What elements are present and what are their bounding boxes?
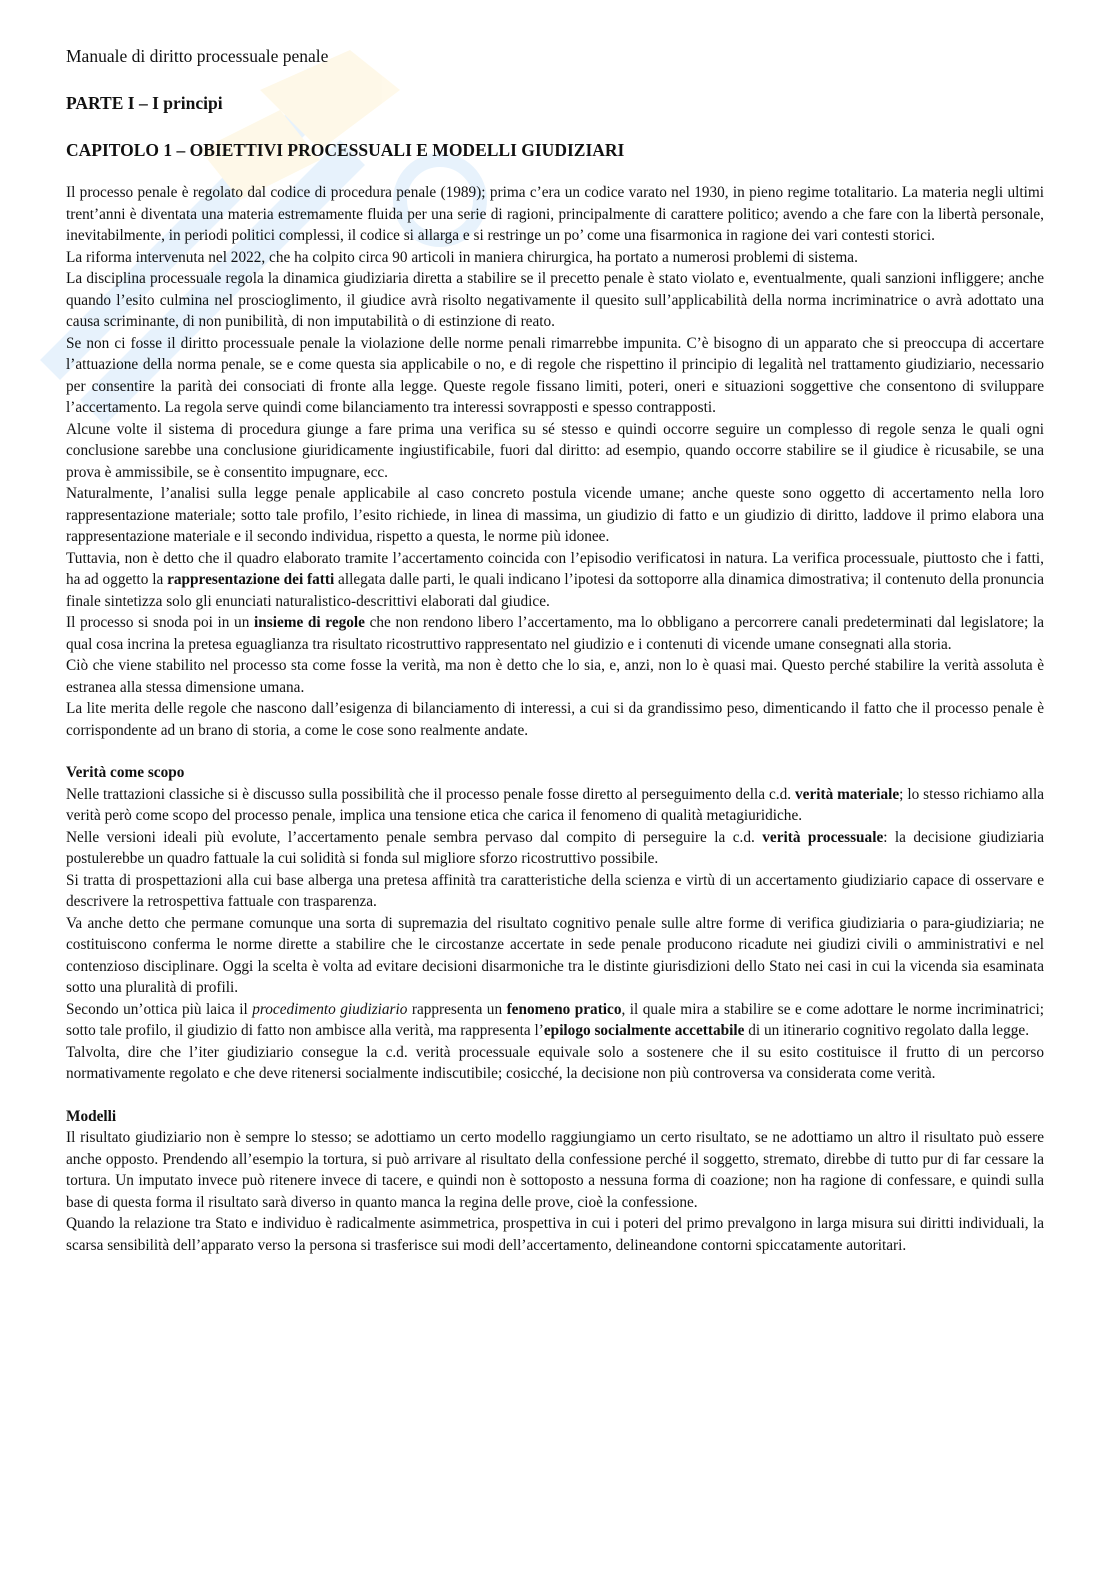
- text-run: : la decisione giudiziaria postulerebbe un quadro fattuale la cui solidità si fonda sul migliore sforzo ricostruttivo possibile.: [66, 828, 1044, 867]
- section-verita-come-scopo: [66, 762, 1044, 1085]
- paragraph: [66, 1127, 1044, 1213]
- chapter-title: CAPITOLO 1 – OBIETTIVI PROCESSUALI E MODELLI GIUDIZIARI: [66, 140, 625, 160]
- text-run: Va anche detto che permane comunque una sorta di supremazia del risultato cognitivo penale sulle altre forme di verifica giudiziaria o para-giudiziaria; ne costituiscono conferma le norme dirette a stabilire che le circostanze accertate in sede penale producono ricadute nei giudizi civili o amministrativi e nel contenzioso disciplinare. Oggi la scelta è volta ad evitare decisioni disarmoniche tra le distinte giurisdizioni dello Stato nei casi in cui la vicenda sia esaminata sotto una pluralità di profili.: [66, 914, 1044, 996]
- text-run: di un itinerario cognitivo regolato dalla legge.: [744, 1022, 1030, 1039]
- paragraph: [66, 827, 1044, 870]
- paragraph: [66, 784, 1044, 827]
- text-run: Il risultato giudiziario non è sempre lo stesso; se adottiamo un certo modello raggiungiamo un certo risultato, se ne adottiamo un altro il risultato può essere anche opposto. Prendendo all’esempio la tortura, si può arrivare al risultato della confessione perché il soggetto, stremato, direbbe di tutto pur di far cessare la tortura. Un imputato invece può ritenere invece di tacere, e quindi non è sottoposto a nessuna forma di coazione; non ha ragione di confessare, e quindi sulla base di questa forma il risultato sarà diverso in quanto manca la regina delle prove, cioè la confessione.: [66, 1129, 1044, 1211]
- bold-term: verità materiale: [795, 785, 900, 803]
- paragraph: [66, 268, 1044, 333]
- section-heading: Verità come scopo: [66, 764, 185, 781]
- text-run: Talvolta, dire che l’iter giudiziario consegue la c.d. verità processuale equivale solo a sostenere che il su esito costituisce il frutto di un percorso normativamente regolato e che deve ritenersi socialmente indiscutibile; cosicché, la decisione non più controversa va considerata come verità.: [66, 1043, 1044, 1082]
- text-run: rappresenta un: [407, 1000, 507, 1018]
- text-run: Se non ci fosse il diritto processuale penale la violazione delle norme penali rimarrebbe impunita. C’è bisogno di un apparato che si preoccupa di accertare l’attuazione della norma penale, se e come questa sia applicabile o no, e di regole che rispettino il principio di legalità nel trattamento giudiziario, necessario per consentire la parità dei consociati di fronte alla legge. Queste regole fissano limiti, poteri, oneri e situazioni soggettive che consentono di sviluppare l’accertamento. La regola serve quindi come bilanciamento tra interessi sovrapposti e spesso contrapposti.: [66, 334, 1044, 416]
- paragraph: [66, 1213, 1044, 1256]
- bold-term: rappresentazione dei fatti: [167, 571, 335, 588]
- paragraph: [66, 1042, 1044, 1085]
- text-run: Alcune volte il sistema di procedura giunge a fare prima una verifica su sé stesso e quindi occorre seguire un complesso di regole senza le quali ogni conclusione sarebbe una conclusione giuridicamente ingiustificabile, fuori dal diritto: ad esempio, quando occorre stabilire se il giudice è ricusabile, se una prova è ammissibile, se è consentito impugnare, ecc.: [66, 420, 1044, 481]
- text-run: Tuttavia, non è detto che il quadro elaborato tramite l’accertamento coincida con l’episodio verificatosi in natura. La verifica processuale, piuttosto che i fatti, ha ad oggetto la: [66, 549, 1044, 588]
- text-run: Nelle versioni ideali più evolute, l’accertamento penale sembra pervaso dal compito di perseguire la c.d.: [66, 828, 763, 846]
- intro-section: [66, 182, 1044, 741]
- paragraph: [66, 698, 1044, 741]
- bold-term: fenomeno pratico: [506, 1000, 622, 1018]
- italic-term: procedimento giudiziario: [252, 1000, 408, 1018]
- part-title: PARTE I – I principi: [66, 93, 223, 113]
- document-page: [66, 46, 1044, 1256]
- paragraph: [66, 612, 1044, 655]
- text-run: Si tratta di prospettazioni alla cui base alberga una pretesa affinità tra caratteristiche della scienza e virtù di un accertamento giudiziario capace di osservare e descrivere la retrospettiva fattuale con trasparenza.: [66, 871, 1044, 910]
- paragraph: [66, 913, 1044, 999]
- text-run: Ciò che viene stabilito nel processo sta come fosse la verità, ma non è detto che lo sia, e, anzi, non lo è quasi mai. Questo perché stabilire la verità assoluta è estranea alla stessa dimensione umana.: [66, 657, 1044, 696]
- text-run: che non rendono libero l’accertamento, ma lo obbligano a percorrere canali predeterminati dal legislatore; la qual cosa incrina la pretesa eguaglianza tra risultato ricostruttivo rappresentato nel giudizio e i contenuti di vicende umane consegnati alla storia.: [66, 614, 1044, 653]
- text-run: allegata dalle parti, le quali indicano l’ipotesi da sottoporre alla dinamica dimostrativa; il contenuto della pronuncia finale sintetizza solo gli enunciati naturalistico-descrittivi elaborati dal giudice.: [66, 571, 1045, 610]
- paragraph: [66, 182, 1044, 247]
- text-run: Nelle trattazioni classiche si è discusso sulla possibilità che il processo penale fosse diretto al perseguimento della c.d.: [66, 785, 796, 803]
- paragraph: [66, 999, 1044, 1042]
- text-run: Secondo un’ottica più laica il: [66, 1000, 253, 1018]
- bold-term: verità processuale: [762, 828, 884, 846]
- text-run: Il processo si snoda poi in un: [66, 614, 254, 631]
- paragraph: [66, 419, 1044, 484]
- section-heading: Modelli: [66, 1107, 117, 1125]
- text-run: La lite merita delle regole che nascono dall’esigenza di bilanciamento di interessi, a cui si da grandissimo peso, dimenticando il fatto che il processo penale è corrispondente ad un brano di storia, a come le cose sono realmente andate.: [66, 700, 1044, 739]
- section-modelli: [66, 1106, 1044, 1257]
- text-run: Naturalmente, l’analisi sulla legge penale applicabile al caso concreto postula vicende umane; anche queste sono oggetto di accertamento nella loro rappresentazione materiale; sotto tale profilo, l’esito richiede, in linea di massima, un giudizio di fatto e un giudizio di diritto, laddove il primo elabora una rappresentazione materiale e il secondo individua, rispetto a questa, le norme più idonee.: [66, 485, 1044, 545]
- paragraph: [66, 333, 1044, 419]
- paragraph: [66, 655, 1044, 698]
- paragraph: [66, 247, 1044, 269]
- text-run: La disciplina processuale regola la dinamica giudiziaria diretta a stabilire se il precetto penale è stato violato e, eventualmente, quali sanzioni infliggere; anche quando l’esito culmina nel proscioglimento, il giudice avrà risolto negativamente il quesito sull’applicabilità della norma incriminatrice o avrà adottato una causa scriminante, di non punibilità, di non imputabilità o di estinzione di reato.: [66, 270, 1044, 330]
- paragraph: [66, 483, 1044, 548]
- paragraph: [66, 548, 1044, 613]
- bold-term: insieme di regole: [253, 614, 365, 631]
- text-run: , il quale mira a stabilire se e come adottare le norme incriminatrici; sotto tale profilo, il giudizio di fatto non ambisce alla verità, ma rappresenta l’: [66, 1000, 1045, 1039]
- text-run: Il processo penale è regolato dal codice di procedura penale (1989); prima c’era un codice varato nel 1930, in pieno regime totalitario. La materia negli ultimi trent’anni è diventata una materia estremamente fluida per una serie di ragioni, principalmente di carattere politico; avendo a che fare con la libertà personale, inevitabilmente, in periodi politici complessi, il codice si allarga e si restringe un po’ come una fisarmonica in ragione dei vari contesti storici.: [66, 184, 1044, 244]
- text-run: ; lo stesso richiamo alla verità però come scopo del processo penale, implica una tensione etica che carica il fenomeno di qualità metagiuridiche.: [66, 785, 1045, 824]
- text-run: La riforma intervenuta nel 2022, che ha colpito circa 90 articoli in maniera chirurgica, ha portato a numerosi problemi di sistema.: [66, 248, 858, 266]
- text-run: Quando la relazione tra Stato e individuo è radicalmente asimmetrica, prospettiva in cui i poteri del primo prevalgono in larga misura sui diritti individuali, la scarsa sensibilità dell’apparato verso la persona si trasferisce sui modi dell’accertamento, delineandone contorni spiccatamente autoritari.: [66, 1215, 1044, 1254]
- paragraph: [66, 870, 1044, 913]
- bold-term: epilogo socialmente accettabile: [543, 1022, 745, 1039]
- document-title: Manuale di diritto processuale penale: [66, 46, 329, 66]
